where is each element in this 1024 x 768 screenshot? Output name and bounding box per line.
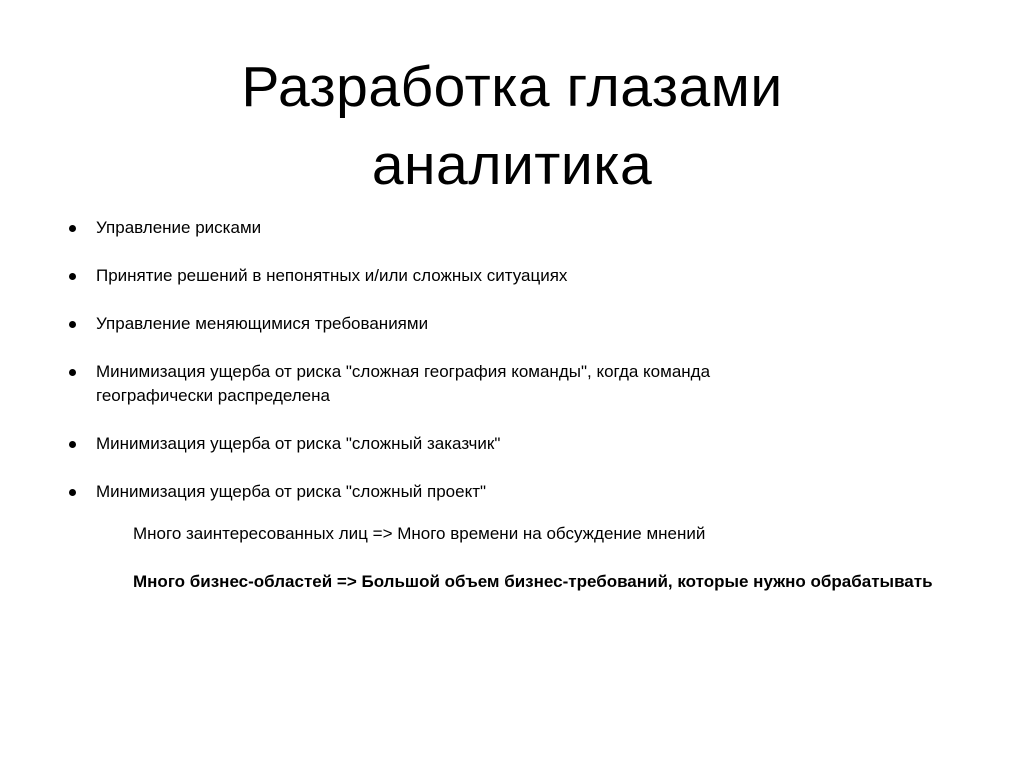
bullet-item-distributed-team-risk: Минимизация ущерба от риска "сложная география команды", когда команда географически распределена <box>68 360 828 408</box>
bullet-item-changing-requirements: Управление меняющимися требованиями <box>68 312 828 336</box>
slide-title-line-2: аналитика <box>371 133 653 197</box>
bullet-list <box>68 216 828 528</box>
bullet-item-difficult-project-risk: Минимизация ущерба от риска "сложный проект" <box>68 480 828 504</box>
subnote-stakeholders: Много заинтересованных лиц => Много времени на обсуждение мнений <box>133 524 706 543</box>
bullet-item-decision-making: Принятие решений в непонятных и/или сложных ситуациях <box>68 264 828 288</box>
slide-title <box>0 48 1024 204</box>
bullet-item-risk-management: Управление рисками <box>68 216 828 240</box>
subnote-business-areas: Много бизнес-областей => Большой объем бизнес-требований, которые нужно обрабатывать <box>133 572 933 591</box>
bullet-item-difficult-customer-risk: Минимизация ущерба от риска "сложный заказчик" <box>68 432 828 456</box>
project-risk-subnotes <box>133 522 933 618</box>
slide-title-line-1: Разработка глазами <box>241 55 783 119</box>
